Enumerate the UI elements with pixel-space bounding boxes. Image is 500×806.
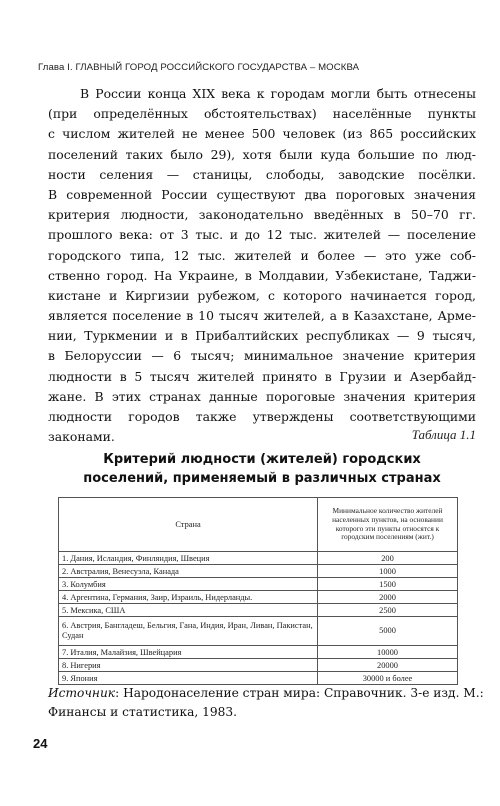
- body-line: (при определённых обстоятельствах) населённые пункты: [48, 106, 476, 122]
- header-country: Страна: [59, 498, 318, 552]
- header-threshold: Минимальное количество жителей населенных пунктов, на основании которого эти пункты относятся к городским поселениям (жит.): [318, 498, 458, 552]
- table-row: [59, 672, 458, 685]
- value-cell: 30000 и более: [318, 672, 458, 685]
- table-row: [59, 604, 458, 617]
- source-label: Источник: [48, 686, 116, 700]
- value-cell: 20000: [318, 659, 458, 672]
- body-line: поселений таких было 29), хотя были куда большие по люд-: [48, 146, 476, 162]
- body-line: людности городов также утверждены соответствующими: [48, 409, 476, 424]
- source-text: Финансы и статистика, 1983.: [48, 705, 238, 719]
- body-line: жане. В этих странах данные пороговые значения критерия: [48, 388, 476, 404]
- body-line: с числом жителей не менее 500 человек (из 865 российских: [48, 126, 476, 142]
- running-header: Глава I. ГЛАВНЫЙ ГОРОД РОССИЙСКОГО ГОСУДАРСТВА – МОСКВА: [38, 62, 360, 73]
- body-line: В России конца XIX века к городам могли быть отнесены: [80, 86, 476, 101]
- body-line: в Белоруссии — 6 тысяч; минимальное значение критерия: [48, 348, 476, 364]
- table-title: [48, 450, 476, 488]
- body-line: законами.: [48, 429, 115, 445]
- body-line: В современной России существуют два пороговых значения: [48, 186, 476, 202]
- table-header-row: [59, 498, 458, 552]
- city-criteria-table: [58, 497, 458, 685]
- body-line: прошлого века: от 3 тыс. и до 12 тыс. жителей — поселение: [48, 227, 476, 243]
- value-cell: 2500: [318, 604, 458, 617]
- table-row: [59, 578, 458, 591]
- country-cell: 4. Аргентина, Германия, Заир, Израиль, Нидерланды.: [59, 591, 318, 604]
- table-row: [59, 617, 458, 646]
- value-cell: 1000: [318, 565, 458, 578]
- country-cell: 5. Мексика, США: [59, 604, 318, 617]
- body-line: ственно город. На Украине, в Молдавии, Узбекистане, Таджи-: [48, 267, 476, 283]
- table-number: Таблица 1.1: [411, 427, 476, 442]
- body-line: критерия людности, законодательно введённых в 50–70 гг.: [48, 207, 476, 223]
- table-title-line: Критерий людности (жителей) городских: [103, 452, 421, 467]
- table-row: [59, 591, 458, 604]
- body-line: является поселение в 10 тысяч жителей, а в Казахстане, Арме-: [48, 308, 476, 324]
- body-line: нии, Туркмении и в Прибалтийских республиках — 9 тысяч,: [48, 328, 476, 344]
- value-cell: 10000: [318, 646, 458, 659]
- table-row: [59, 552, 458, 565]
- body-line: ности селения — станицы, слободы, заводские посёлки.: [48, 166, 476, 182]
- value-cell: 1500: [318, 578, 458, 591]
- country-cell: 7. Италия, Малайзия, Швейцария: [59, 646, 318, 659]
- country-cell: 1. Дания, Исландия, Финляндия, Швеция: [59, 552, 318, 565]
- country-cell: 6. Австрия, Бангладеш, Бельгия, Гана, Индия, Иран, Ливан, Пакистан, Судан: [59, 617, 318, 646]
- table-row: [59, 565, 458, 578]
- source-note: [48, 684, 484, 722]
- value-cell: 200: [318, 552, 458, 565]
- body-paragraph: [48, 84, 476, 447]
- country-cell: 3. Колумбия: [59, 578, 318, 591]
- table-row: [59, 659, 458, 672]
- page-number: 24: [33, 736, 48, 751]
- body-line: городского типа, 12 тыс. жителей и более — это уже соб-: [48, 247, 476, 263]
- body-line: кистане и Киргизии рубежом, с которого начинается город,: [48, 287, 476, 303]
- source-text: : Народонаселение стран мира: Справочник. 3-е изд. М.:: [115, 686, 484, 700]
- table-row: [59, 646, 458, 659]
- value-cell: 5000: [318, 617, 458, 646]
- country-cell: 9. Япония: [59, 672, 318, 685]
- table-title-line: поселений, применяемый в различных странах: [83, 471, 441, 486]
- value-cell: 2000: [318, 591, 458, 604]
- country-cell: 8. Нигерия: [59, 659, 318, 672]
- country-cell: 2. Австралия, Венесуэла, Канада: [59, 565, 318, 578]
- body-line: людности в 5 тысяч жителей принято в Грузии и Азербайд-: [48, 368, 476, 384]
